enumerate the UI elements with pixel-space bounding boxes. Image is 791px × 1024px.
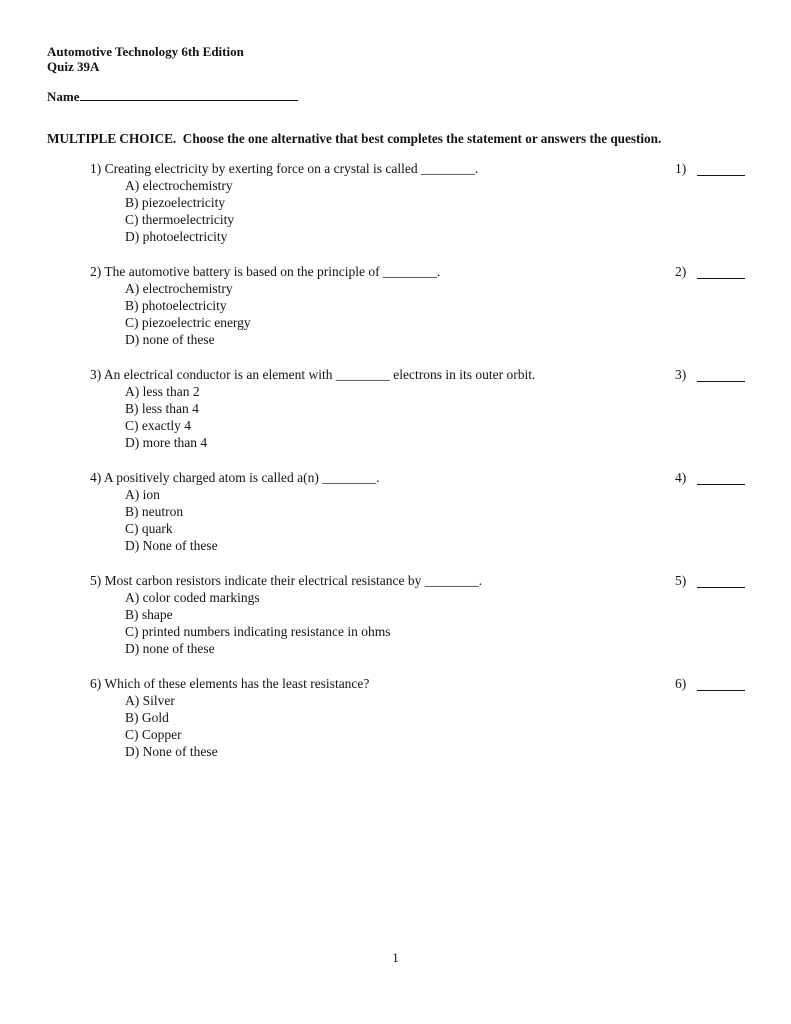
answer-blank[interactable] [697, 366, 745, 382]
name-blank[interactable] [80, 88, 298, 101]
answer-area [675, 263, 745, 348]
options-list [125, 589, 665, 657]
answer-area [675, 469, 745, 554]
question-main [47, 366, 675, 451]
page-number: 1 [392, 950, 399, 965]
option: C) thermoelectricity [125, 212, 235, 227]
question-text-line [90, 263, 665, 280]
question-block [47, 263, 745, 348]
options-list [125, 383, 665, 451]
answer-number: 6) [675, 676, 687, 691]
question-text-line [90, 675, 665, 692]
option: D) none of these [125, 332, 215, 347]
quiz-title: Quiz 39A [47, 59, 100, 74]
option: C) exactly 4 [125, 418, 191, 433]
option: C) piezoelectric energy [125, 315, 251, 330]
option: A) less than 2 [125, 384, 200, 399]
options-list [125, 280, 665, 348]
answer-area [675, 572, 745, 657]
option: D) photoelectricity [125, 229, 228, 244]
option: B) less than 4 [125, 401, 199, 416]
question-number: 6) [90, 676, 105, 691]
question-text-line [90, 572, 665, 589]
option: D) None of these [125, 538, 218, 553]
question-main [47, 675, 675, 760]
question-text: Most carbon resistors indicate their electrical resistance by ________. [104, 573, 483, 588]
option: A) color coded markings [125, 590, 260, 605]
answer-blank[interactable] [697, 263, 745, 279]
option: B) neutron [125, 504, 184, 519]
option: B) Gold [125, 710, 169, 725]
question-text: An electrical conductor is an element with ________ electrons in its outer orbit. [103, 367, 536, 382]
option: D) more than 4 [125, 435, 208, 450]
answer-number: 3) [675, 367, 687, 382]
question-text-line [90, 160, 665, 177]
options-list [125, 177, 665, 245]
question-block [47, 160, 745, 245]
option: A) Silver [125, 693, 175, 708]
option: D) None of these [125, 744, 218, 759]
answer-area [675, 160, 745, 245]
answer-blank[interactable] [697, 469, 745, 485]
question-text: A positively charged atom is called a(n) ________. [103, 470, 380, 485]
question-number: 3) [90, 367, 104, 382]
option: D) none of these [125, 641, 215, 656]
questions-list [47, 160, 745, 760]
page-header [47, 44, 745, 104]
answer-area [675, 675, 745, 760]
name-label: Name [47, 89, 80, 104]
question-text: Creating electricity by exerting force on a crystal is called ________. [104, 161, 479, 176]
answer-number: 4) [675, 470, 687, 485]
question-text-line [90, 469, 665, 486]
question-main [47, 469, 675, 554]
question-block [47, 469, 745, 554]
option: C) quark [125, 521, 173, 536]
question-text: The automotive battery is based on the principle of ________. [104, 264, 441, 279]
question-text-line [90, 366, 665, 383]
answer-blank[interactable] [697, 572, 745, 588]
option: B) piezoelectricity [125, 195, 226, 210]
options-list [125, 486, 665, 554]
question-text: Which of these elements has the least resistance? [104, 676, 370, 691]
question-number: 2) [90, 264, 105, 279]
answer-blank[interactable] [697, 675, 745, 691]
name-row [47, 88, 745, 104]
question-main [47, 263, 675, 348]
options-list [125, 692, 665, 760]
answer-number: 5) [675, 573, 687, 588]
option: C) Copper [125, 727, 182, 742]
course-title: Automotive Technology 6th Edition [47, 44, 244, 59]
option: B) shape [125, 607, 173, 622]
question-block [47, 572, 745, 657]
question-number: 4) [90, 470, 104, 485]
question-main [47, 572, 675, 657]
question-number: 1) [90, 161, 105, 176]
option: A) electrochemistry [125, 281, 233, 296]
answer-number: 2) [675, 264, 687, 279]
answer-area [675, 366, 745, 451]
option: A) electrochemistry [125, 178, 233, 193]
answer-blank[interactable] [697, 160, 745, 176]
question-number: 5) [90, 573, 105, 588]
section-instructions: MULTIPLE CHOICE. Choose the one alternative that best completes the statement or answers the question. [47, 131, 662, 146]
answer-number: 1) [675, 161, 687, 176]
option: A) ion [125, 487, 160, 502]
question-main [47, 160, 675, 245]
question-block [47, 675, 745, 760]
option: C) printed numbers indicating resistance in ohms [125, 624, 391, 639]
option: B) photoelectricity [125, 298, 227, 313]
question-block [47, 366, 745, 451]
